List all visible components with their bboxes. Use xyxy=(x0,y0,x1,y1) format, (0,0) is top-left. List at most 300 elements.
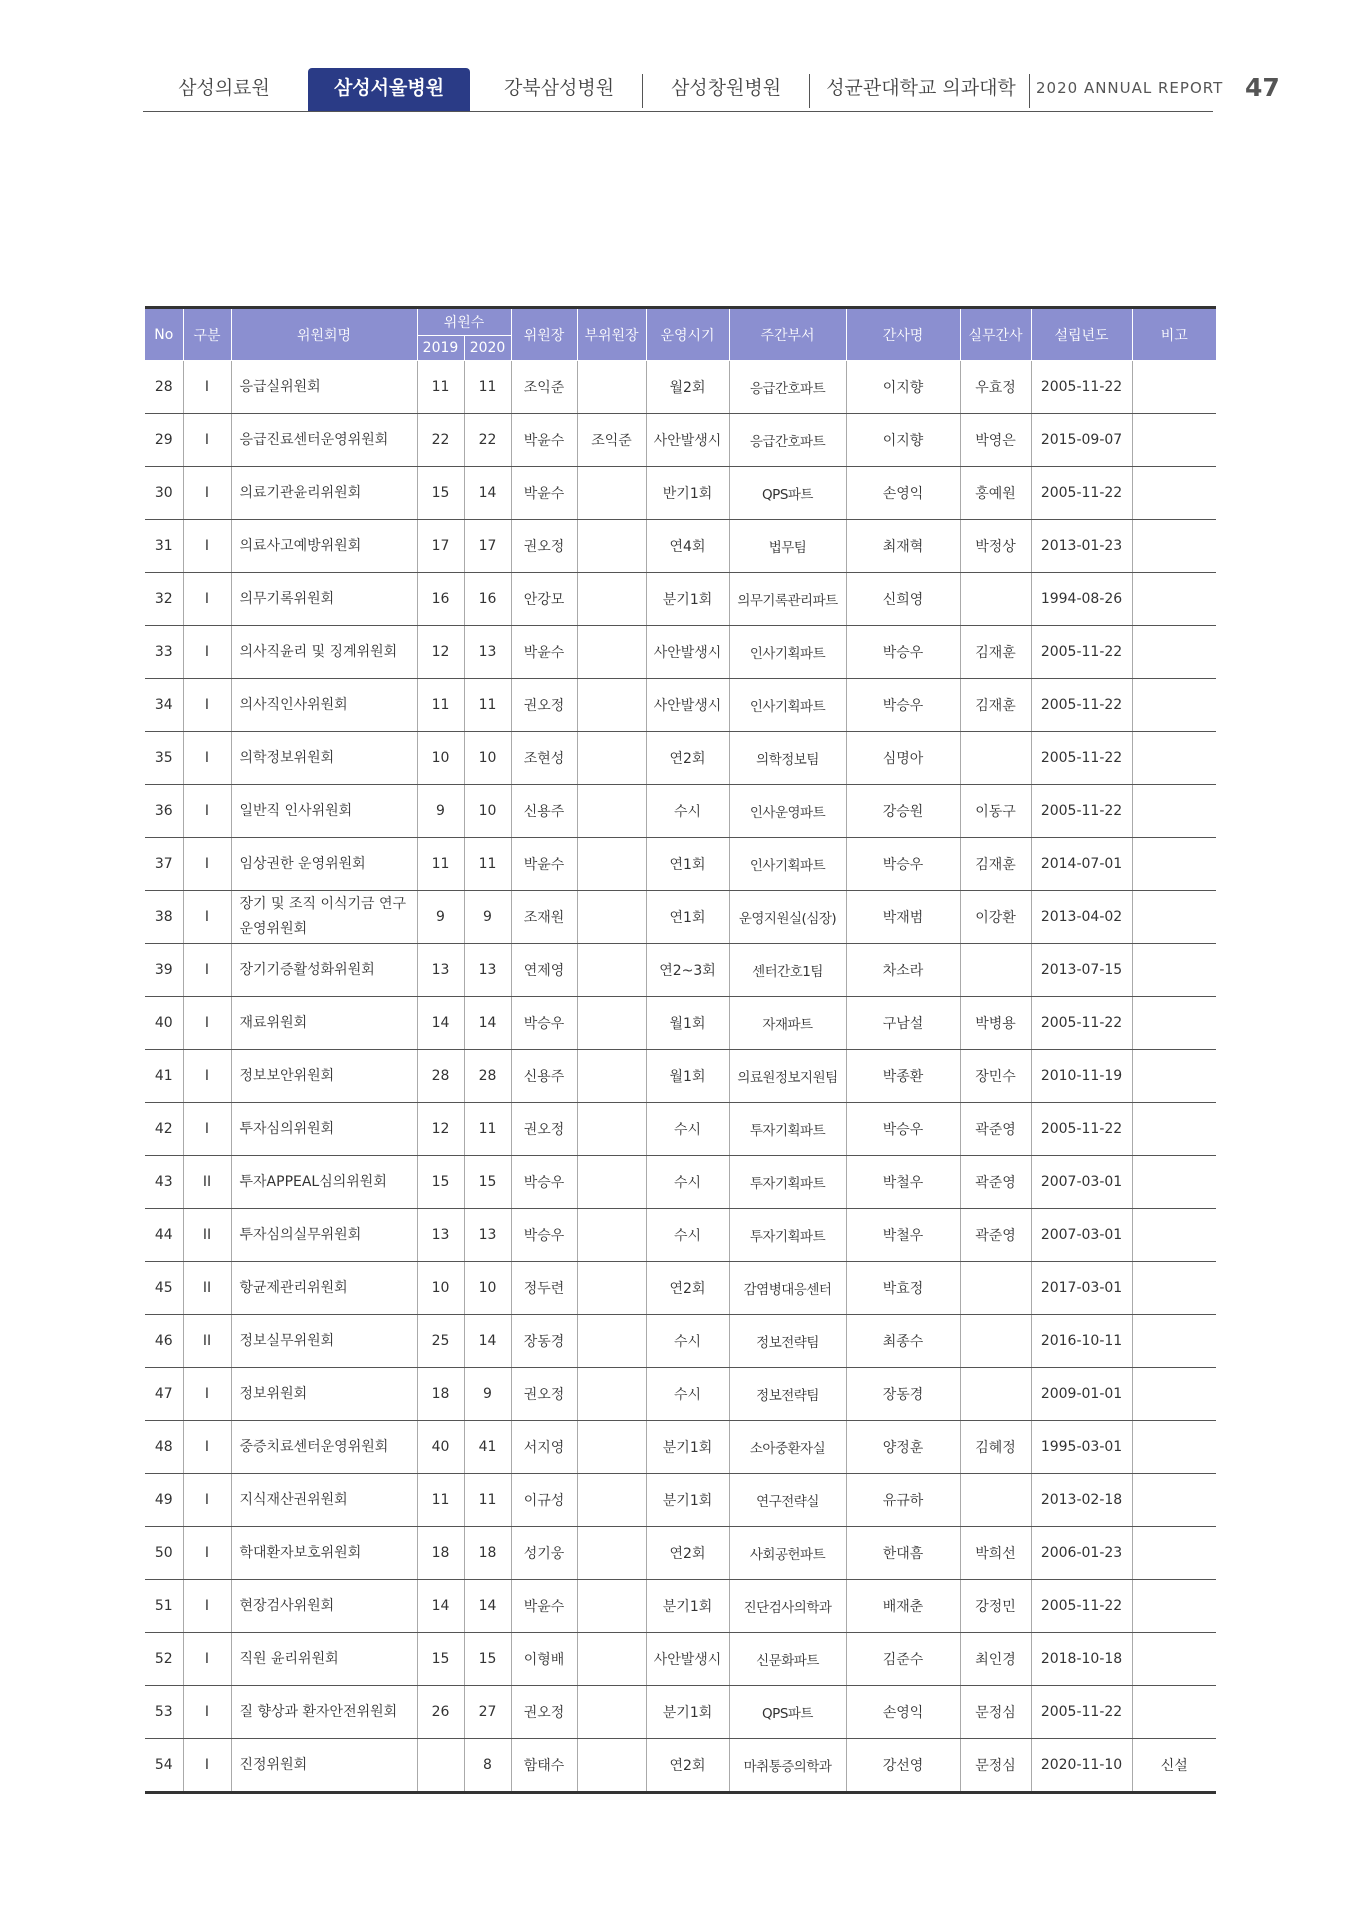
tab-samsung-medical-center[interactable]: 삼성의료원 xyxy=(178,77,270,99)
cell-note xyxy=(1132,1209,1216,1262)
cell-vice-chair xyxy=(577,1527,646,1580)
cell-schedule: 월1회 xyxy=(646,997,729,1050)
cell-no: 51 xyxy=(145,1580,183,1633)
cell-members-2020: 17 xyxy=(464,520,511,573)
cell-chair: 신용주 xyxy=(511,785,577,838)
cell-no: 39 xyxy=(145,944,183,997)
cell-chair: 신용주 xyxy=(511,1050,577,1103)
cell-committee-name: 장기 및 조직 이식기금 연구 운영위원회 xyxy=(231,891,417,944)
cell-secretary: 강승원 xyxy=(846,785,960,838)
cell-department: 자재파트 xyxy=(729,997,846,1050)
cell-members-2019: 10 xyxy=(417,1262,464,1315)
cell-secretary: 강선영 xyxy=(846,1739,960,1793)
cell-category: I xyxy=(183,944,231,997)
cell-committee-name: 정보실무위원회 xyxy=(231,1315,417,1368)
cell-vice-chair xyxy=(577,891,646,944)
cell-secretary: 박재범 xyxy=(846,891,960,944)
cell-established: 2013-07-15 xyxy=(1031,944,1132,997)
cell-staff xyxy=(960,1315,1031,1368)
cell-note xyxy=(1132,838,1216,891)
cell-staff: 문정심 xyxy=(960,1739,1031,1793)
cell-no: 41 xyxy=(145,1050,183,1103)
cell-department: 법무팀 xyxy=(729,520,846,573)
cell-department: 사회공헌파트 xyxy=(729,1527,846,1580)
cell-staff: 김재훈 xyxy=(960,626,1031,679)
cell-staff: 박영은 xyxy=(960,414,1031,467)
cell-members-2019: 15 xyxy=(417,1633,464,1686)
cell-department: 의무기록관리파트 xyxy=(729,573,846,626)
cell-category: I xyxy=(183,520,231,573)
cell-chair: 조익준 xyxy=(511,361,577,414)
cell-staff xyxy=(960,1474,1031,1527)
cell-note xyxy=(1132,520,1216,573)
cell-members-2019: 11 xyxy=(417,838,464,891)
cell-vice-chair xyxy=(577,1262,646,1315)
cell-established: 1995-03-01 xyxy=(1031,1421,1132,1474)
cell-committee-name: 의사직인사위원회 xyxy=(231,679,417,732)
cell-category: I xyxy=(183,626,231,679)
cell-committee-name: 지식재산권위원회 xyxy=(231,1474,417,1527)
cell-department: 인사기획파트 xyxy=(729,679,846,732)
cell-category: II xyxy=(183,1315,231,1368)
cell-schedule: 분기1회 xyxy=(646,1474,729,1527)
cell-staff: 최인경 xyxy=(960,1633,1031,1686)
cell-category: I xyxy=(183,1633,231,1686)
cell-staff: 이동구 xyxy=(960,785,1031,838)
cell-schedule: 연1회 xyxy=(646,838,729,891)
header-year-2020: 2020 xyxy=(464,336,511,361)
cell-department: 정보전략팀 xyxy=(729,1315,846,1368)
cell-department: 투자기획파트 xyxy=(729,1209,846,1262)
cell-department: 인사기획파트 xyxy=(729,838,846,891)
cell-note xyxy=(1132,1156,1216,1209)
cell-committee-name: 정보보안위원회 xyxy=(231,1050,417,1103)
cell-department: 인사기획파트 xyxy=(729,626,846,679)
cell-chair: 박윤수 xyxy=(511,467,577,520)
cell-staff: 박희선 xyxy=(960,1527,1031,1580)
cell-schedule: 연1회 xyxy=(646,891,729,944)
cell-category: I xyxy=(183,573,231,626)
cell-note xyxy=(1132,1050,1216,1103)
cell-chair: 연제영 xyxy=(511,944,577,997)
cell-staff: 박병용 xyxy=(960,997,1031,1050)
cell-secretary: 최재혁 xyxy=(846,520,960,573)
cell-members-2020: 11 xyxy=(464,1103,511,1156)
header-committee: 위원회명 xyxy=(231,308,417,361)
cell-members-2020: 28 xyxy=(464,1050,511,1103)
cell-schedule: 연2회 xyxy=(646,1527,729,1580)
cell-secretary: 이지향 xyxy=(846,361,960,414)
cell-vice-chair xyxy=(577,785,646,838)
cell-category: I xyxy=(183,1527,231,1580)
cell-members-2019: 14 xyxy=(417,1580,464,1633)
cell-members-2020: 11 xyxy=(464,679,511,732)
cell-department: 진단검사의학과 xyxy=(729,1580,846,1633)
cell-members-2019: 15 xyxy=(417,1156,464,1209)
cell-members-2019: 11 xyxy=(417,361,464,414)
cell-established: 2005-11-22 xyxy=(1031,785,1132,838)
cell-no: 34 xyxy=(145,679,183,732)
cell-established: 2016-10-11 xyxy=(1031,1315,1132,1368)
table-row xyxy=(145,732,1216,785)
cell-vice-chair xyxy=(577,573,646,626)
cell-staff xyxy=(960,944,1031,997)
cell-secretary: 유규하 xyxy=(846,1474,960,1527)
cell-established: 2005-11-22 xyxy=(1031,626,1132,679)
cell-vice-chair xyxy=(577,626,646,679)
cell-secretary: 박승우 xyxy=(846,838,960,891)
cell-members-2020: 11 xyxy=(464,1474,511,1527)
cell-members-2019: 25 xyxy=(417,1315,464,1368)
cell-no: 43 xyxy=(145,1156,183,1209)
cell-secretary: 김준수 xyxy=(846,1633,960,1686)
cell-members-2020: 18 xyxy=(464,1527,511,1580)
cell-committee-name: 장기기증활성화위원회 xyxy=(231,944,417,997)
cell-category: I xyxy=(183,997,231,1050)
cell-category: I xyxy=(183,1368,231,1421)
cell-chair: 박윤수 xyxy=(511,838,577,891)
cell-members-2020: 41 xyxy=(464,1421,511,1474)
report-label: 2020 ANNUAL REPORT xyxy=(1036,79,1224,97)
cell-members-2020: 11 xyxy=(464,838,511,891)
header-year-2019: 2019 xyxy=(417,336,464,361)
cell-members-2020: 10 xyxy=(464,732,511,785)
table-row xyxy=(145,1156,1216,1209)
cell-schedule: 사안발생시 xyxy=(646,679,729,732)
cell-chair: 박윤수 xyxy=(511,414,577,467)
cell-established: 2017-03-01 xyxy=(1031,1262,1132,1315)
cell-staff: 홍예원 xyxy=(960,467,1031,520)
cell-members-2019: 14 xyxy=(417,997,464,1050)
cell-committee-name: 응급진료센터운영위원회 xyxy=(231,414,417,467)
cell-members-2019: 22 xyxy=(417,414,464,467)
cell-category: I xyxy=(183,891,231,944)
cell-no: 52 xyxy=(145,1633,183,1686)
tab-samsung-seoul-hospital[interactable]: 삼성서울병원 xyxy=(308,68,470,112)
cell-department: 감염병대응센터 xyxy=(729,1262,846,1315)
table-row xyxy=(145,1474,1216,1527)
cell-category: I xyxy=(183,1580,231,1633)
table-row xyxy=(145,361,1216,414)
cell-secretary: 박승우 xyxy=(846,626,960,679)
cell-members-2020: 14 xyxy=(464,467,511,520)
cell-secretary: 신희영 xyxy=(846,573,960,626)
cell-secretary: 박종환 xyxy=(846,1050,960,1103)
cell-staff: 김재훈 xyxy=(960,679,1031,732)
cell-members-2019: 26 xyxy=(417,1686,464,1739)
cell-chair: 정두련 xyxy=(511,1262,577,1315)
cell-department: 의료원정보지원팀 xyxy=(729,1050,846,1103)
header-established: 설립년도 xyxy=(1031,308,1132,361)
cell-note xyxy=(1132,679,1216,732)
cell-established: 2013-04-02 xyxy=(1031,891,1132,944)
cell-chair: 조현성 xyxy=(511,732,577,785)
header-members: 위원수 xyxy=(417,308,511,336)
cell-category: I xyxy=(183,838,231,891)
cell-established: 2005-11-22 xyxy=(1031,679,1132,732)
cell-secretary: 이지향 xyxy=(846,414,960,467)
cell-category: I xyxy=(183,1050,231,1103)
cell-committee-name: 임상권한 운영위원회 xyxy=(231,838,417,891)
cell-chair: 박승우 xyxy=(511,1209,577,1262)
cell-schedule: 연2회 xyxy=(646,1262,729,1315)
cell-department: QPS파트 xyxy=(729,467,846,520)
nav-divider xyxy=(809,74,810,108)
cell-committee-name: 정보위원회 xyxy=(231,1368,417,1421)
nav-divider xyxy=(642,74,643,108)
cell-no: 35 xyxy=(145,732,183,785)
cell-established: 2005-11-22 xyxy=(1031,997,1132,1050)
cell-chair: 성기웅 xyxy=(511,1527,577,1580)
cell-note xyxy=(1132,414,1216,467)
cell-established: 1994-08-26 xyxy=(1031,573,1132,626)
cell-chair: 이형배 xyxy=(511,1633,577,1686)
cell-established: 2007-03-01 xyxy=(1031,1209,1132,1262)
cell-members-2020: 10 xyxy=(464,785,511,838)
cell-schedule: 분기1회 xyxy=(646,1686,729,1739)
cell-category: I xyxy=(183,414,231,467)
cell-members-2019: 18 xyxy=(417,1368,464,1421)
cell-established: 2015-09-07 xyxy=(1031,414,1132,467)
cell-department: 투자기획파트 xyxy=(729,1156,846,1209)
cell-chair: 박승우 xyxy=(511,997,577,1050)
cell-committee-name: 진정위원회 xyxy=(231,1739,417,1793)
cell-secretary: 배재춘 xyxy=(846,1580,960,1633)
table-row xyxy=(145,1527,1216,1580)
cell-no: 48 xyxy=(145,1421,183,1474)
header-staff: 실무간사 xyxy=(960,308,1031,361)
cell-staff: 김재훈 xyxy=(960,838,1031,891)
cell-schedule: 수시 xyxy=(646,1209,729,1262)
cell-members-2020: 13 xyxy=(464,1209,511,1262)
cell-vice-chair xyxy=(577,1633,646,1686)
table-row xyxy=(145,414,1216,467)
cell-no: 33 xyxy=(145,626,183,679)
cell-note xyxy=(1132,1686,1216,1739)
table-row xyxy=(145,1580,1216,1633)
table-row xyxy=(145,1209,1216,1262)
cell-no: 32 xyxy=(145,573,183,626)
cell-vice-chair xyxy=(577,1739,646,1793)
header-secretary: 간사명 xyxy=(846,308,960,361)
cell-established: 2005-11-22 xyxy=(1031,732,1132,785)
cell-note xyxy=(1132,361,1216,414)
cell-vice-chair xyxy=(577,838,646,891)
cell-committee-name: 직원 윤리위원회 xyxy=(231,1633,417,1686)
cell-no: 47 xyxy=(145,1368,183,1421)
table-row xyxy=(145,573,1216,626)
cell-schedule: 월1회 xyxy=(646,1050,729,1103)
cell-note xyxy=(1132,467,1216,520)
cell-note xyxy=(1132,573,1216,626)
cell-secretary: 박철우 xyxy=(846,1156,960,1209)
cell-staff: 장민수 xyxy=(960,1050,1031,1103)
cell-committee-name: 투자APPEAL심의위원회 xyxy=(231,1156,417,1209)
cell-established: 2010-11-19 xyxy=(1031,1050,1132,1103)
cell-members-2019: 13 xyxy=(417,944,464,997)
cell-members-2019: 9 xyxy=(417,891,464,944)
cell-department: 운영지원실(심장) xyxy=(729,891,846,944)
table-row xyxy=(145,1368,1216,1421)
cell-chair: 서지영 xyxy=(511,1421,577,1474)
cell-members-2019: 11 xyxy=(417,1474,464,1527)
cell-vice-chair xyxy=(577,679,646,732)
cell-vice-chair xyxy=(577,1686,646,1739)
cell-note xyxy=(1132,1315,1216,1368)
cell-note xyxy=(1132,891,1216,944)
cell-established: 2009-01-01 xyxy=(1031,1368,1132,1421)
cell-committee-name: 중증치료센터운영위원회 xyxy=(231,1421,417,1474)
table-row xyxy=(145,1739,1216,1793)
cell-note xyxy=(1132,1103,1216,1156)
cell-department: 의학정보팀 xyxy=(729,732,846,785)
cell-no: 45 xyxy=(145,1262,183,1315)
cell-committee-name: 항균제관리위원회 xyxy=(231,1262,417,1315)
cell-vice-chair xyxy=(577,520,646,573)
cell-schedule: 반기1회 xyxy=(646,467,729,520)
cell-schedule: 연2회 xyxy=(646,732,729,785)
cell-established: 2013-01-23 xyxy=(1031,520,1132,573)
cell-secretary: 심명아 xyxy=(846,732,960,785)
nav-divider xyxy=(1029,74,1030,108)
cell-vice-chair xyxy=(577,944,646,997)
cell-vice-chair xyxy=(577,467,646,520)
header-vice-chair: 부위원장 xyxy=(577,308,646,361)
cell-chair: 장동경 xyxy=(511,1315,577,1368)
cell-schedule: 수시 xyxy=(646,1315,729,1368)
cell-members-2019: 17 xyxy=(417,520,464,573)
header-note: 비고 xyxy=(1132,308,1216,361)
cell-members-2020: 13 xyxy=(464,944,511,997)
cell-chair: 권오정 xyxy=(511,1686,577,1739)
cell-vice-chair xyxy=(577,1050,646,1103)
cell-note xyxy=(1132,626,1216,679)
cell-schedule: 사안발생시 xyxy=(646,1633,729,1686)
cell-no: 36 xyxy=(145,785,183,838)
table-row xyxy=(145,838,1216,891)
cell-department: 투자기획파트 xyxy=(729,1103,846,1156)
cell-no: 50 xyxy=(145,1527,183,1580)
cell-staff: 김혜정 xyxy=(960,1421,1031,1474)
cell-members-2020: 15 xyxy=(464,1633,511,1686)
cell-department: 신문화파트 xyxy=(729,1633,846,1686)
cell-note xyxy=(1132,944,1216,997)
nav-underline xyxy=(143,111,1213,112)
cell-committee-name: 현장검사위원회 xyxy=(231,1580,417,1633)
cell-members-2020: 8 xyxy=(464,1739,511,1793)
cell-secretary: 손영익 xyxy=(846,467,960,520)
cell-schedule: 수시 xyxy=(646,1103,729,1156)
cell-secretary: 장동경 xyxy=(846,1368,960,1421)
tab-skku-medicine[interactable]: 성균관대학교 의과대학 xyxy=(826,77,1016,99)
table-row xyxy=(145,1050,1216,1103)
cell-chair: 권오정 xyxy=(511,1368,577,1421)
cell-members-2019: 40 xyxy=(417,1421,464,1474)
cell-vice-chair xyxy=(577,1209,646,1262)
cell-secretary: 박승우 xyxy=(846,1103,960,1156)
cell-committee-name: 질 향상과 환자안전위원회 xyxy=(231,1686,417,1739)
cell-established: 2020-11-10 xyxy=(1031,1739,1132,1793)
cell-members-2019: 15 xyxy=(417,467,464,520)
tab-samsung-changwon-hospital[interactable]: 삼성창원병원 xyxy=(670,77,782,99)
table-row xyxy=(145,1315,1216,1368)
cell-category: I xyxy=(183,1474,231,1527)
cell-vice-chair xyxy=(577,1103,646,1156)
table-row xyxy=(145,997,1216,1050)
cell-category: I xyxy=(183,679,231,732)
table-row xyxy=(145,520,1216,573)
cell-note xyxy=(1132,1368,1216,1421)
cell-members-2019: 11 xyxy=(417,679,464,732)
cell-chair: 함태수 xyxy=(511,1739,577,1793)
cell-staff: 우효정 xyxy=(960,361,1031,414)
cell-established: 2005-11-22 xyxy=(1031,1103,1132,1156)
table-row xyxy=(145,785,1216,838)
cell-members-2019 xyxy=(417,1739,464,1793)
cell-category: I xyxy=(183,1686,231,1739)
cell-established: 2007-03-01 xyxy=(1031,1156,1132,1209)
cell-staff xyxy=(960,573,1031,626)
cell-note xyxy=(1132,1580,1216,1633)
cell-vice-chair xyxy=(577,997,646,1050)
cell-staff xyxy=(960,1368,1031,1421)
cell-chair: 이규성 xyxy=(511,1474,577,1527)
cell-category: I xyxy=(183,785,231,838)
tab-kangbuk-samsung-hospital[interactable]: 강북삼성병원 xyxy=(503,77,615,99)
cell-staff: 박정상 xyxy=(960,520,1031,573)
cell-established: 2005-11-22 xyxy=(1031,467,1132,520)
cell-no: 40 xyxy=(145,997,183,1050)
cell-committee-name: 재료위원회 xyxy=(231,997,417,1050)
cell-staff: 곽준영 xyxy=(960,1156,1031,1209)
cell-secretary: 차소라 xyxy=(846,944,960,997)
cell-note: 신설 xyxy=(1132,1739,1216,1793)
cell-chair: 권오정 xyxy=(511,1103,577,1156)
cell-members-2019: 10 xyxy=(417,732,464,785)
cell-staff: 이강환 xyxy=(960,891,1031,944)
header-category: 구분 xyxy=(183,308,231,361)
cell-department: 소아중환자실 xyxy=(729,1421,846,1474)
cell-vice-chair xyxy=(577,1156,646,1209)
cell-vice-chair xyxy=(577,1580,646,1633)
cell-no: 38 xyxy=(145,891,183,944)
cell-schedule: 분기1회 xyxy=(646,1580,729,1633)
cell-category: I xyxy=(183,1421,231,1474)
cell-secretary: 양정훈 xyxy=(846,1421,960,1474)
cell-members-2020: 22 xyxy=(464,414,511,467)
cell-members-2020: 14 xyxy=(464,1315,511,1368)
cell-committee-name: 응급실위원회 xyxy=(231,361,417,414)
cell-members-2019: 28 xyxy=(417,1050,464,1103)
cell-committee-name: 의료사고예방위원회 xyxy=(231,520,417,573)
cell-note xyxy=(1132,1527,1216,1580)
cell-no: 31 xyxy=(145,520,183,573)
cell-committee-name: 투자심의실무위원회 xyxy=(231,1209,417,1262)
table-row xyxy=(145,1262,1216,1315)
cell-category: I xyxy=(183,1739,231,1793)
cell-members-2020: 27 xyxy=(464,1686,511,1739)
cell-established: 2005-11-22 xyxy=(1031,1686,1132,1739)
cell-vice-chair xyxy=(577,1368,646,1421)
cell-committee-name: 학대환자보호위원회 xyxy=(231,1527,417,1580)
cell-schedule: 수시 xyxy=(646,785,729,838)
cell-members-2020: 13 xyxy=(464,626,511,679)
cell-staff: 문정심 xyxy=(960,1686,1031,1739)
cell-members-2020: 10 xyxy=(464,1262,511,1315)
header-chair: 위원장 xyxy=(511,308,577,361)
table-row xyxy=(145,944,1216,997)
table-row xyxy=(145,467,1216,520)
